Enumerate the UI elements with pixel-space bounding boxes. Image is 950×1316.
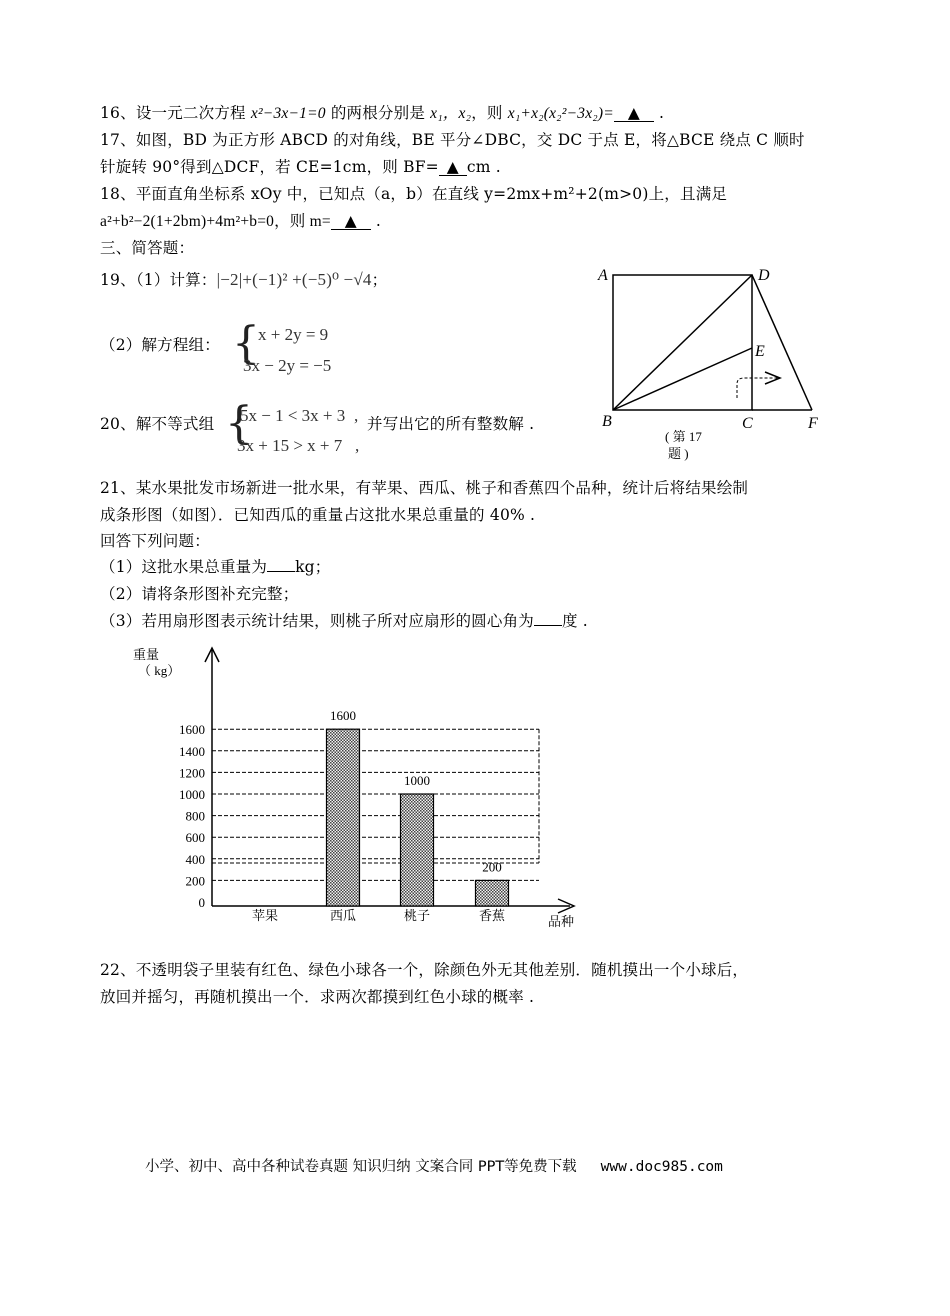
q18-end: .: [370, 212, 382, 230]
caption-line1: ( 第 17: [665, 429, 702, 444]
bar-value-label: 200: [482, 859, 502, 875]
q20-inequality-1: 5x − 1 < 3x + 3: [240, 406, 346, 425]
segment-be: [613, 348, 752, 410]
q19-equation-1: x + 2y = 9: [258, 325, 329, 344]
question-19-part1: [100, 270, 387, 290]
question-22-line1: 22、不透明袋子里装有红色、绿色小球各一个，除颜色外无其他差别．随机摸出一个小球后，: [100, 961, 749, 979]
label-b: B: [602, 413, 612, 430]
bars: [327, 708, 509, 906]
bar: [476, 880, 509, 906]
q20-comma-2: ,: [355, 436, 360, 455]
q16-prefix: 16、设一元二次方程: [100, 104, 251, 122]
y-axis-label-line1: 重量: [133, 647, 160, 662]
q21-sub1-unit: kg；: [295, 558, 331, 576]
q19-p2-label: （2）解方程组：: [100, 336, 220, 354]
q18-answer-blank[interactable]: ▲: [331, 213, 371, 230]
label-e: E: [755, 343, 765, 360]
q18-condition: a²+b²−2(1+2bm)+4m²+b=0，则 m=: [100, 213, 331, 230]
q19-system-brace: {: [232, 318, 260, 369]
question-16: [100, 103, 664, 124]
q16-roots: x₁，x₂: [430, 105, 472, 122]
q21-sub2: （2）请将条形图补充完整；: [100, 585, 299, 603]
footer-text: 小学、初中、高中各种试卷真题 知识归纳 文案合同 PPT等免费下载: [145, 1159, 577, 1175]
y-axis-label-line2: （ kg）: [138, 663, 181, 678]
y-tick-labels: [179, 722, 205, 910]
label-c: C: [742, 415, 753, 432]
question-21-line1: 21、某水果批发市场新进一批水果，有苹果、西瓜、桃子和香蕉四个品种，统计后将结果绘制: [100, 479, 749, 497]
y-tick-label: 800: [185, 808, 205, 824]
q19-p1-label: 19、（1）计算：: [100, 271, 217, 289]
label-f: F: [808, 415, 818, 432]
q21-sub3-blank[interactable]: [534, 625, 562, 626]
question-22-line2: 放回并摇匀，再随机摸出一个．求两次都摸到红色小球的概率 .: [100, 988, 535, 1006]
q21-sub3-text: （3）若用扇形图表示统计结果，则桃子所对应扇形的圆心角为: [100, 612, 534, 630]
q17-text: 针旋转 90°得到△DCF，若 CE=1cm，则 BF=: [100, 158, 439, 176]
q20-tail: 并写出它的所有整数解 .: [367, 415, 535, 433]
y-tick-label: 1400: [179, 743, 205, 759]
y-tick-label: 1000: [179, 787, 205, 802]
q20-system-brace: {: [225, 398, 253, 449]
y-tick-label: 1600: [179, 722, 205, 738]
q16-then: ，则: [471, 104, 508, 122]
question-17-line2: [100, 157, 501, 177]
q19-equation-2: 3x − 2y = −5: [243, 356, 332, 375]
question-18-line1: 18、平面直角坐标系 xOy 中，已知点（a，b）在直线 y=2mx+m²+2(m>0)上，且满足: [100, 185, 728, 203]
y-tick-label: 200: [185, 873, 205, 889]
axes: [205, 648, 574, 913]
q21-sub1-blank[interactable]: [267, 571, 295, 572]
bar: [327, 729, 360, 906]
q17-unit: cm .: [466, 158, 501, 176]
fruit-weight-bar-chart: [130, 640, 600, 935]
q16-end: .: [653, 104, 665, 122]
question-18-line2: [100, 211, 381, 232]
y-tick-label: 400: [185, 851, 205, 867]
category-label: 苹果: [251, 908, 279, 923]
category-labels: [252, 908, 505, 923]
y-tick-label: 600: [185, 830, 205, 846]
category-label: 桃子: [403, 908, 431, 923]
q20-comma-1: ,: [354, 406, 359, 425]
label-a: A: [598, 267, 608, 284]
q21-sub1-text: （1）这批水果总重量为: [100, 558, 268, 576]
y-tick-label: 1200: [179, 765, 205, 781]
caption-line2: 题 ): [668, 446, 689, 461]
bar-value-label: 1600: [330, 708, 356, 724]
q19-p1-expression: |−2|+(−1)² +(−5)⁰ −√4: [216, 270, 372, 289]
q21-sub3-unit: 度 .: [561, 612, 588, 630]
category-label: 香蕉: [478, 908, 506, 923]
q16-mid: 的两根分别是: [325, 104, 431, 122]
q16-equation: x²−3x−1=0: [250, 105, 326, 122]
footer-url[interactable]: www.doc985.com: [600, 1159, 723, 1175]
q20-inequality-2: 3x + 15 > x + 7: [237, 436, 343, 455]
q19-p1-end: ；: [371, 271, 388, 289]
question-21-line3: 回答下列问题：: [100, 532, 210, 550]
q17-answer-blank[interactable]: ▲: [439, 159, 467, 176]
figure-17-square-diagram: [595, 262, 835, 462]
section-title: 三、简答题：: [100, 239, 195, 257]
q16-answer-blank[interactable]: ▲: [614, 105, 654, 122]
page-footer: [145, 1155, 723, 1176]
label-d: D: [758, 267, 770, 284]
diagonal-bd: [613, 275, 752, 410]
q20-label: 20、解不等式组: [100, 415, 215, 433]
question-21-line2: 成条形图（如图）．已知西瓜的重量占这批水果总重量的 40% .: [100, 506, 536, 524]
q21-sub1: [100, 557, 330, 577]
grid-lines: [212, 729, 539, 880]
question-17-line1: 17、如图，BD 为正方形 ABCD 的对角线，BE 平分∠DBC，交 DC 于点 E，将△BCE 绕点 C 顺时: [100, 131, 805, 149]
category-label: 西瓜: [329, 908, 357, 923]
q16-expression: x₁+x₂(x₂²−3x₂)=: [507, 105, 614, 122]
x-axis-label: 品种: [548, 914, 575, 929]
bar: [401, 794, 434, 906]
y-tick-label: 0: [198, 895, 205, 910]
q21-sub3: [100, 611, 588, 631]
bar-value-label: 1000: [404, 773, 430, 788]
